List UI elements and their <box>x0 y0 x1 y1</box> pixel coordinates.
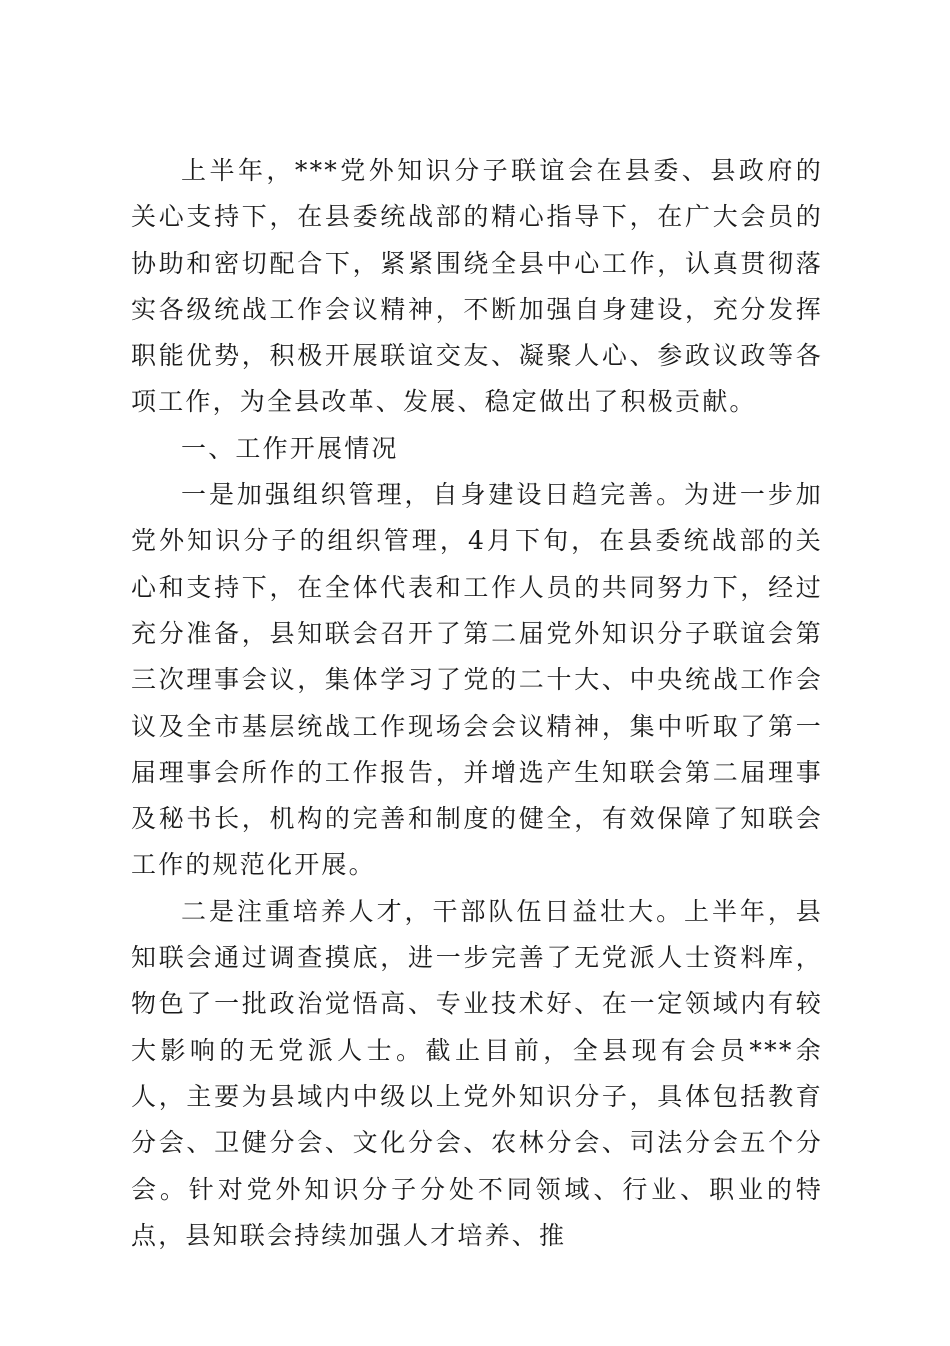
intro-paragraph: 上半年，***党外知识分子联谊会在县委、县政府的关心支持下，在县委统战部的精心指导下，在广大会员的协助和密切配合下，紧紧围绕全县中心工作，认真贯彻落实各级统战工作会议精神，不断加强自身建设，充分发挥职能优势，积极开展联谊交友、凝聚人心、参政议政等各项工作，为全县改革、发展、稳定做出了积极贡献。 <box>131 156 823 417</box>
section-heading-work-progress: 一、工作开展情况 <box>181 433 399 463</box>
paragraph-talent-cultivation: 二是注重培养人才，干部队伍日益壮大。上半年，县知联会通过调查摸底，进一步完善了无党派人士资料库，物色了一批政治觉悟高、专业技术好、在一定领域内有较大影响的无党派人士。截止目前，全县现有会员***余人，主要为县域内中级以上党外知识分子，具体包括教育分会、卫健分会、文化分会、农林分会、司法分会五个分会。针对党外知识分子分处不同领域、行业、职业的特点，县知联会持续加强人才培养、推 <box>131 896 823 1250</box>
paragraph-organization-management: 一是加强组织管理，自身建设日趋完善。为进一步加党外知识分子的组织管理，4月下旬，在县委统战部的关心和支持下，在全体代表和工作人员的共同努力下，经过充分准备，县知联会召开了第二届党外知识分子联谊会第三次理事会议，集体学习了党的二十大、中央统战工作会议及全市基层统战工作现场会会议精神，集中听取了第一届理事会所作的工作报告，并增选产生知联会第二届理事及秘书长，机构的完善和制度的健全，有效保障了知联会工作的规范化开展。 <box>131 480 823 880</box>
document-body <box>131 148 823 1259</box>
